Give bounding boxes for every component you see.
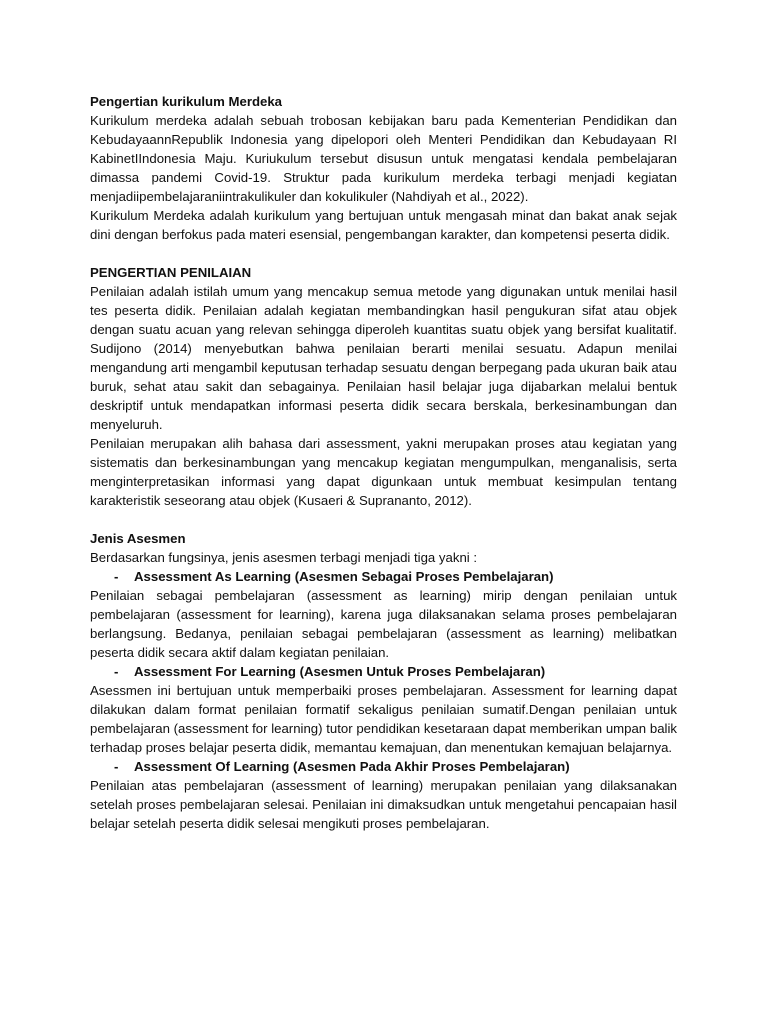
- bullet-dash: -: [114, 569, 119, 584]
- paragraph: Kurikulum merdeka adalah sebuah trobosan kebijakan baru pada Kementerian Pendidikan dan KebudayaannRepublik Indonesia yang dipelopori oleh Menteri Pendidikan dan Kebudayaan RI KabinetIIndonesia Maju. Kuriukulum tersebut disusun untuk mengatasi kendala pembelajaran dimassa pandemi Covid-19. Struktur pada kurikulum merdeka terbagi menjadi kegiatan menjadiipembelajaraniintrakulikuler dan kokulikuler (Nahdiyah et al., 2022).: [90, 113, 677, 204]
- paragraph: Penilaian merupakan alih bahasa dari assessment, yakni merupakan proses atau kegiatan yang sistematis dan berkesinambungan yang mencakup kegiatan mengumpulkan, menganalisis, serta menginterpretasikan informasi yang dapat digunkaan untuk membuat kesimpulan tentang karakteristik seseorang atau objek (Kusaeri & Suprananto, 2012).: [90, 436, 677, 508]
- list-item-title: [90, 662, 677, 681]
- section-heading-kurikulum-merdeka: Pengertian kurikulum Merdeka: [90, 94, 283, 109]
- list-item-title: [90, 567, 677, 586]
- section-heading-jenis-asesmen: Jenis Asesmen: [90, 531, 186, 546]
- section-heading-pengertian-penilaian: PENGERTIAN PENILAIAN: [90, 265, 252, 280]
- list-item-title-text: Assessment Of Learning (Asesmen Pada Akhir Proses Pembelajaran): [134, 759, 570, 774]
- paragraph: Penilaian sebagai pembelajaran (assessment as learning) mirip dengan penilaian untuk pembelajaran (assessment for learning), karena juga dilaksanakan selama proses pembelajaran berlangsung. Bedanya, penilaian sebagai pembelajaran (assessment as learning) melibatkan peserta didik secara aktif dalam kegiatan penilaian.: [90, 588, 677, 660]
- paragraph: Penilaian adalah istilah umum yang mencakup semua metode yang digunakan untuk menilai hasil tes peserta didik. Penilaian adalah kegiatan membandingkan hasil pengukuran sifat atau objek dengan suatu acuan yang relevan sehingga diperoleh kuantitas suatu objek yang bersifat kualitatif. Sudijono (2014) menyebutkan bahwa penilaian berarti menilai sesuatu. Adapun menilai mengandung arti mengambil keputusan terhadap sesuatu dengan berpegang pada ukuran baik atau buruk, sehat atau sakit dan sebagainya. Penilaian hasil belajar juga dijabarkan melalui bentuk deskriptif untuk mendapatkan informasi peserta didik secara berskala, berkesinambungan dan menyeluruh.: [90, 284, 677, 432]
- list-item-title: [90, 757, 677, 776]
- list-item-title-text: Assessment As Learning (Asesmen Sebagai Proses Pembelajaran): [134, 569, 554, 584]
- document-page: [90, 92, 677, 833]
- paragraph: Kurikulum Merdeka adalah kurikulum yang bertujuan untuk mengasah minat dan bakat anak sejak dini dengan berfokus pada materi esensial, pengembangan karakter, dan kompetensi peserta didik.: [90, 208, 677, 242]
- list-item-title-text: Assessment For Learning (Asesmen Untuk Proses Pembelajaran): [134, 664, 546, 679]
- paragraph: Asessmen ini bertujuan untuk memperbaiki proses pembelajaran. Assessment for learning dapat dilakukan dalam format penilaian formatif sekaligus penilaian sumatif.Dengan penilaian untuk pembelajaran (assessment for learning) tutor pendidikan kesetaraan dapat memberikan umpan balik terhadap proses belajar peserta didik, memantau kemajuan, dan menentukan kemajuan belajarnya.: [90, 683, 677, 755]
- spacer: [90, 510, 677, 529]
- spacer: [90, 244, 677, 263]
- paragraph: Penilaian atas pembelajaran (assessment of learning) merupakan penilaian yang dilaksanakan setelah proses pembelajaran selesai. Penilaian ini dimaksudkan untuk mengetahui pencapaian hasil belajar setelah peserta didik selesai mengikuti proses pembelajaran.: [90, 778, 677, 831]
- bullet-dash: -: [114, 759, 119, 774]
- bullet-dash: -: [114, 664, 119, 679]
- paragraph: Berdasarkan fungsinya, jenis asesmen terbagi menjadi tiga yakni :: [90, 550, 478, 565]
